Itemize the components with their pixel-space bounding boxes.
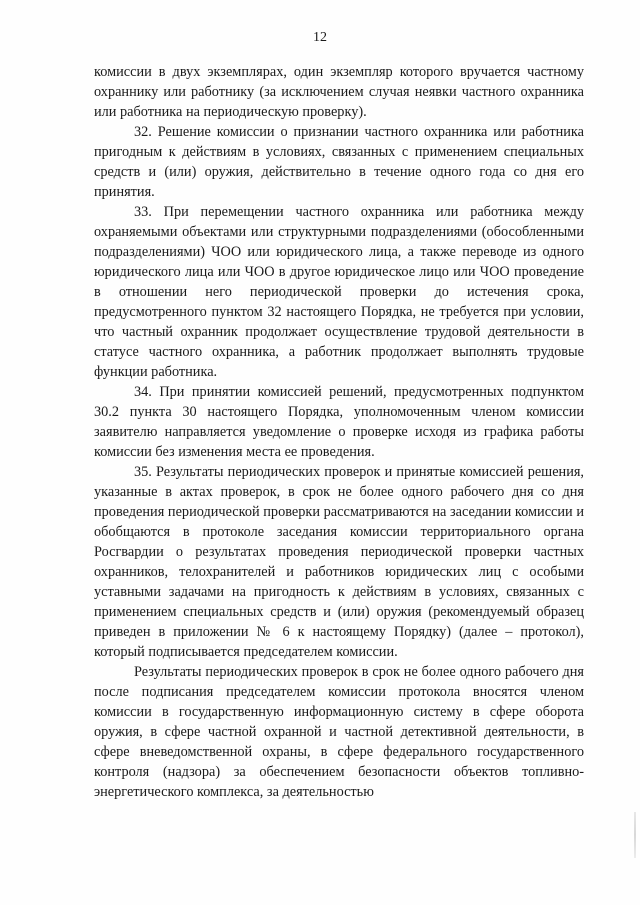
paragraph-results-entry: Результаты периодических проверок в срок не более одного рабочего дня после подписания председателем комиссии протокола вносятся членом комиссии в государственную информационную систему в сфере оборота оружия, в сфере частной охранной и частной детективной деятельности, в сфере вневедомственной охраны, в сфере федерального государственного контроля (надзора) за обеспечением безопасности объектов топливно-энергетического комплекса, за деятельностью — [94, 664, 584, 800]
paragraph-item-35: 35. Результаты периодических проверок и принятые комиссией решения, указанные в актах проверок, в срок не более одного рабочего дня со дня проведения периодической проверки рассматриваются на заседании комиссии и обобщаются в протоколе заседания комиссии территориального органа Росгвардии о результатах проведения периодической проверки частных охранников, телохранителей и работников юридических лиц с особыми уставными задачами на пригодность к действиям в условиях, связанных с применением специальных средств и (или) оружия (рекомендуемый образец приведен в приложении № 6 к настоящему Порядку) (далее – протокол), который подписывается председателем комиссии. — [94, 464, 584, 660]
paragraph-item-34: 34. При принятии комиссией решений, предусмотренных подпунктом 30.2 пункта 30 настоящего Порядка, уполномоченным членом комиссии заявителю направляется уведомление о проверке исходя из графика работы комиссии без изменения места ее проведения. — [94, 384, 584, 460]
paragraph-continuation: комиссии в двух экземплярах, один экземпляр которого вручается частному охраннику или работнику (за исключением случая неявки частного охранника или работника на периодическую проверку). — [94, 64, 584, 120]
paragraph-item-33: 33. При перемещении частного охранника или работника между охраняемыми объектами или структурными подразделениями (обособленными подразделениями) ЧОО или юридического лица, а также переводе из одного юридического лица или ЧОО в другое юридическое лицо или ЧОО проведение в отношении него периодической проверки до истечения срока, предусмотренного пунктом 32 настоящего Порядка, не требуется при условии, что частный охранник продолжает осуществление трудовой деятельности в статусе частного охранника, а работник продолжает выполнять трудовые функции работника. — [94, 204, 584, 380]
scan-edge-mark — [634, 812, 636, 858]
page-number: 12 — [313, 30, 327, 45]
paragraph-item-32: 32. Решение комиссии о признании частного охранника или работника пригодным к действиям в условиях, связанных с применением специальных средств и (или) оружия, действительно в течение одного года со дня его принятия. — [94, 124, 584, 200]
document-body — [94, 62, 584, 802]
